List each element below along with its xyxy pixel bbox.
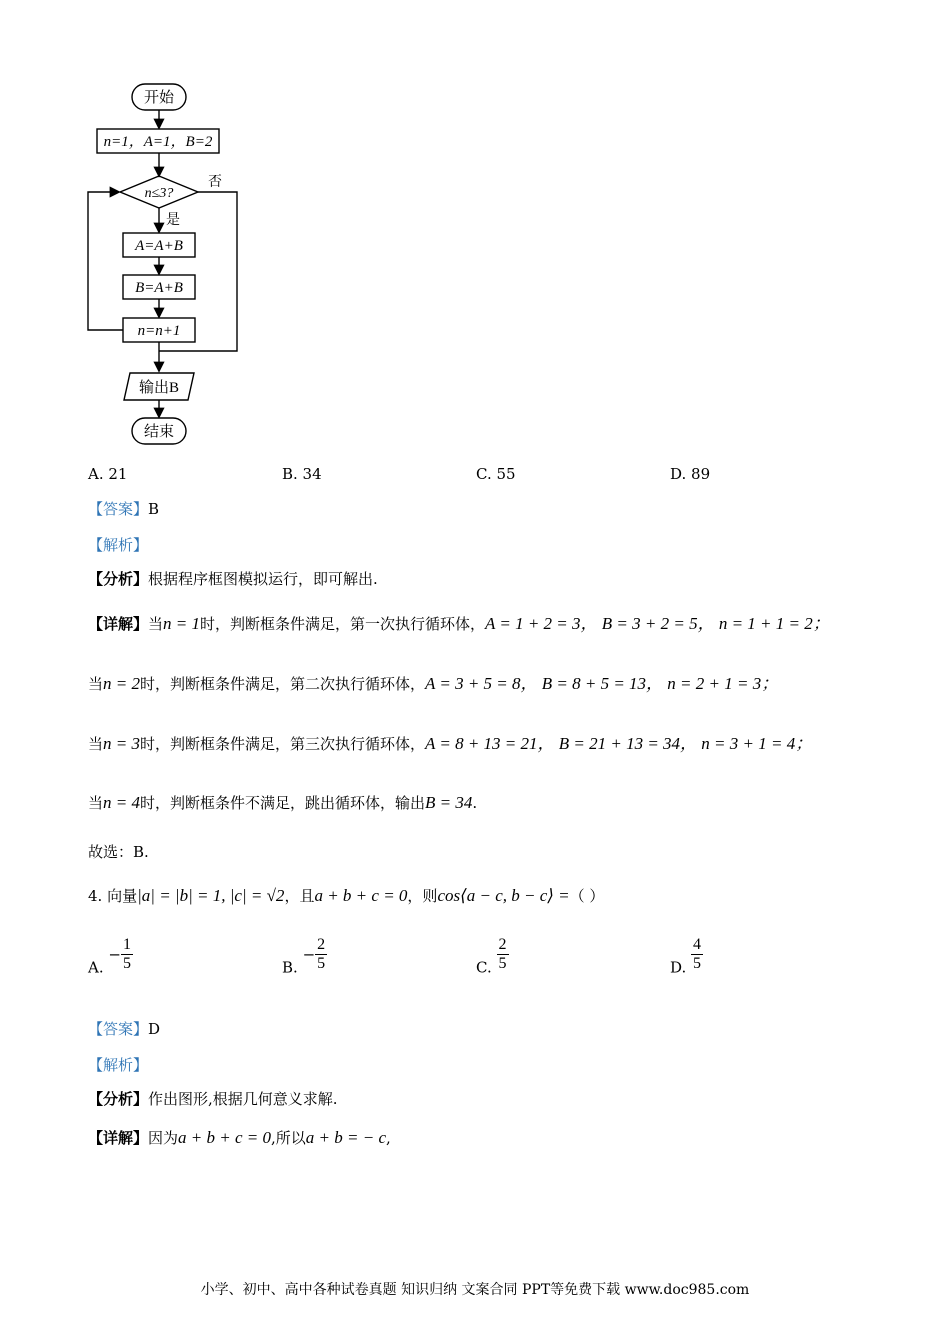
q4-stem — [88, 886, 604, 906]
q4-option-a — [88, 936, 133, 978]
option-sign: − — [302, 945, 316, 964]
page-footer: 小学、初中、高中各种试卷真题 知识归纳 文案合同 PPT等免费下载 www.doc985.com — [200, 1282, 750, 1298]
q3-conclusion: 故选：B. — [88, 843, 149, 861]
q4-option-c — [476, 936, 509, 978]
option-fraction: $\frac{4}{5}$ — [693, 936, 702, 972]
detail-math: A = 8 + 13 = 21， B = 21 + 13 = 34， n = 3 + 1 = 4； — [425, 734, 813, 753]
q4-analysis-label: 【解析】 — [88, 1056, 149, 1074]
stem-math: cos⟨a − c, b − c⟩ = — [437, 886, 570, 905]
detail-text: ,所以 — [271, 1129, 306, 1147]
answer-label: 【答案】 — [88, 500, 149, 518]
stem-text: ，且 — [284, 887, 315, 905]
detail-math: a + b = − c — [305, 1128, 386, 1147]
q3-option-a: A. 21 — [88, 465, 128, 483]
q4-option-d — [670, 936, 703, 978]
detail-text: 时，判断框条件满足，第一次执行循环体， — [200, 615, 486, 633]
flowchart-step-n-label: n=n+1 — [137, 323, 181, 339]
detail-text: 当 — [88, 675, 104, 693]
flowchart-step-b-label: B=A+B — [135, 280, 183, 296]
detail-text: 因为 — [148, 1129, 179, 1147]
option-label: B. — [282, 958, 298, 977]
q3-detail-line3 — [88, 734, 812, 754]
answer-value: B — [148, 500, 160, 518]
detail-label: 【详解】 — [88, 615, 149, 633]
option-label: C. — [476, 958, 492, 977]
flowchart-start-label: 开始 — [143, 90, 175, 106]
detail-text: 当 — [88, 794, 104, 812]
option-fraction: $\frac{2}{5}$ — [498, 936, 507, 972]
option-sign: − — [108, 945, 121, 964]
stem-text: ，则 — [407, 887, 438, 905]
q3-fenxi — [88, 569, 378, 589]
detail-text: 时，判断框条件不满足，跳出循环体，输出 — [140, 794, 426, 812]
q3-option-c: C. 55 — [476, 465, 516, 483]
fenxi-label: 【分析】 — [88, 1090, 149, 1108]
answer-label: 【答案】 — [88, 1020, 149, 1038]
detail-math: n = 1 — [163, 614, 201, 633]
detail-math: A = 1 + 2 = 3， B = 3 + 2 = 5， n = 1 + 1 = 2； — [485, 614, 830, 633]
detail-label: 【详解】 — [88, 1129, 149, 1147]
flowchart-init-label: n=1，A=1，B=2 — [103, 134, 213, 150]
q3-detail-line1 — [88, 614, 830, 634]
detail-text: 时，判断框条件满足，第二次执行循环体， — [140, 675, 426, 693]
q3-answer — [88, 499, 159, 519]
fenxi-text: 作出图形,根据几何意义求解. — [148, 1090, 338, 1108]
q4-answer — [88, 1019, 160, 1039]
detail-text: , — [386, 1129, 391, 1147]
flowchart — [80, 78, 260, 453]
option-fraction: $\frac{1}{5}$ — [122, 936, 131, 972]
detail-text: . — [472, 794, 478, 812]
q3-option-d: D. 89 — [670, 465, 711, 483]
q4-option-b — [282, 936, 327, 978]
detail-math: n = 4 — [103, 793, 140, 812]
fenxi-label: 【分析】 — [88, 570, 149, 588]
flowchart-condition-label: n≤3? — [144, 186, 174, 201]
detail-math: B = 34 — [425, 793, 473, 812]
flowchart-no-label: 否 — [208, 175, 222, 190]
detail-math: A = 3 + 5 = 8， B = 8 + 5 = 13， n = 2 + 1 = 3； — [425, 674, 779, 693]
option-label: A. — [88, 958, 104, 977]
detail-math: a + b + c = 0 — [178, 1128, 271, 1147]
detail-math: n = 2 — [103, 674, 140, 693]
q3-detail-line2 — [88, 674, 778, 694]
q4-detail — [88, 1128, 391, 1148]
stem-text: （ ） — [569, 887, 605, 905]
q3-analysis-label: 【解析】 — [88, 536, 149, 554]
q3-option-b: B. 34 — [282, 465, 322, 483]
stem-math: a + b + c = 0 — [314, 886, 408, 905]
option-label: D. — [670, 958, 687, 977]
fenxi-text: 根据程序框图模拟运行，即可解出. — [148, 570, 378, 588]
detail-text: 当 — [88, 735, 104, 753]
option-fraction: $\frac{2}{5}$ — [317, 936, 326, 972]
flowchart-end-label: 结束 — [143, 424, 175, 440]
q4-fenxi — [88, 1089, 338, 1109]
answer-value: D — [148, 1020, 161, 1038]
flowchart-step-a-label: A=A+B — [135, 238, 183, 254]
detail-text: 时，判断框条件满足，第三次执行循环体， — [140, 735, 426, 753]
q3-detail-line4 — [88, 793, 477, 813]
stem-text: 4. 向量 — [88, 887, 138, 905]
detail-text: 当 — [148, 615, 164, 633]
stem-math: |a| = |b| = 1, |c| = √2 — [137, 886, 285, 905]
flowchart-yes-label: 是 — [166, 213, 180, 228]
flowchart-output-label: 输出B — [138, 380, 180, 396]
detail-math: n = 3 — [103, 734, 140, 753]
